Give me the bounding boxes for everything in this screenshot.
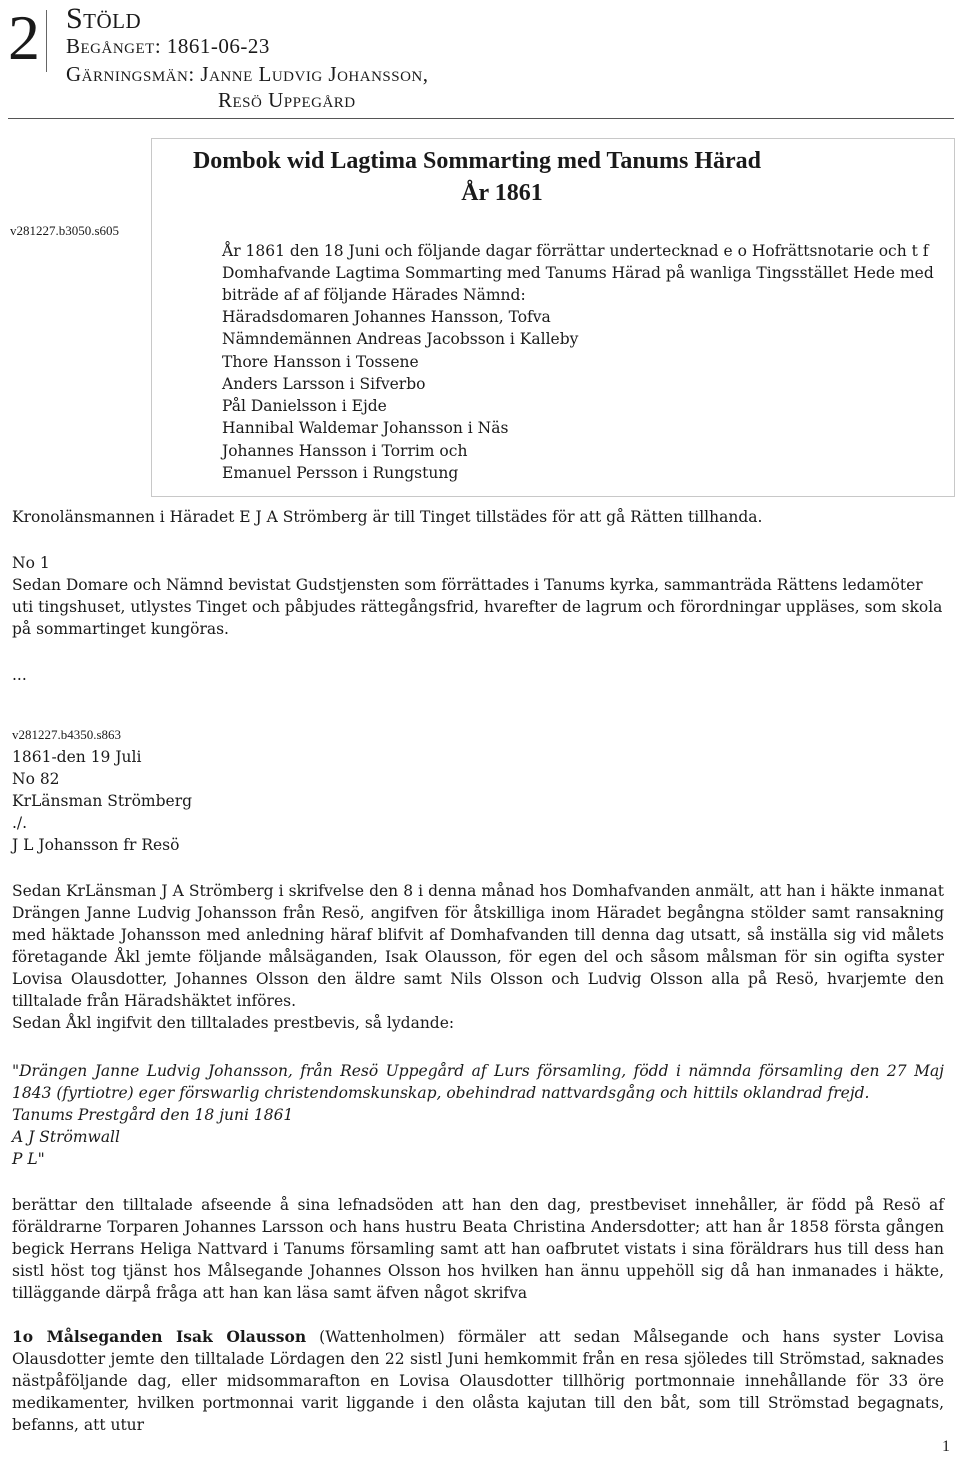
kronolansman-paragraph xyxy=(12,506,944,528)
jury-list xyxy=(222,306,578,484)
jury-member: Anders Larsson i Sifverbo xyxy=(222,374,426,393)
case-reference: v281227.b4350.s863 xyxy=(12,727,122,742)
perpetrators-line: Gärningsmän: Janne Ludvig Johansson, xyxy=(66,62,429,86)
report-paragraph xyxy=(12,880,944,1034)
quote-signature: A J Strömwall xyxy=(12,1128,120,1146)
case-versus: ./. xyxy=(12,814,28,832)
chapter-divider xyxy=(46,10,47,72)
biography-text: berättar den tilltalade afseende å sina lefnadsöden att han den dag, prestbeviset innehåller, är född på Resö af föräldrarne Torparen Johannes Larsson och hans hustru Beata Christina Andersdotter; att han år 1858 första gången begick Herrans Heliga Nattvard i Tanums församling samt att han oafbrutet vistats i sina föräldrars hus till dess han sistl höst tog tjänst hos Målsegande Johannes Olsson hos hvilken han ännu uppehöll sig då han inmanades i häkte, tilläggande därpå fråga att han kan läsa samt äfven något skrifva xyxy=(12,1196,944,1302)
jury-member: Nämndemännen Andreas Jacobsson i Kalleby xyxy=(222,330,579,349)
case-heading xyxy=(12,724,944,856)
perpetrators-location: Resö Uppegård xyxy=(218,88,356,112)
dombok-intro xyxy=(222,240,952,306)
jury-member: Emanuel Persson i Rungstung xyxy=(222,464,459,483)
chapter-number: 2 xyxy=(8,2,40,73)
margin-reference: v281227.b3050.s605 xyxy=(10,223,120,238)
no1-section xyxy=(12,552,944,640)
testimony-text xyxy=(12,1326,944,1436)
header-rule xyxy=(8,118,954,119)
ellipsis xyxy=(12,664,944,686)
dombok-title: Dombok wid Lagtima Sommarting med Tanums Härad xyxy=(192,148,762,174)
chapter-title: Stöld xyxy=(66,2,142,35)
jury-member: Häradsdomaren Johannes Hansson, Tofva xyxy=(222,308,551,326)
dombok-year: År 1861 xyxy=(461,180,543,206)
committed-date: Begånget: 1861-06-23 xyxy=(66,34,270,58)
jury-member: Thore Hansson i Tossene xyxy=(222,352,419,371)
biography-paragraph xyxy=(12,1194,944,1304)
quote-text: "Drängen Janne Ludvig Johansson, från Resö Uppegård af Lurs församling, född i nämnda församling den 27 Maj 1843 (fyrtiotre) eger förswarlig christendomskunskap, obehindrad nattvardsgång och hittils oklandrad frejd. xyxy=(12,1062,944,1102)
jury-member: Pål Danielsson i Ejde xyxy=(222,397,387,416)
prestbevis-quote xyxy=(12,1060,944,1170)
case-number: No 82 xyxy=(12,770,60,788)
report-text: Sedan KrLänsman J A Strömberg i skrifvelse den 8 i denna månad hos Domhafvanden anmält, att han i häkte inmanat Drängen Janne Ludvig Johansson från Resö, angifven för åtskilliga inom Häradet begångna stölder samt ransakning med häktade Johansson med anledning häraf blifvit af Domhafvanden till denna dag utsatt, så inställa sig vid målets företagande Åkl jemte följande målsäganden, Isak Olausson, för egen del och såsom målsman för sin ogifta syster Lovisa Olausdotter, Johannes Olsson den äldre samt Nils Olsson och Ludvig Olsson alla på Resö, hvarjemte den tilltalade från Häradshäktet införes. xyxy=(12,882,944,1010)
no1-text: Sedan Domare och Nämnd bevistat Gudstjensten som förrättades i Tanums kyrka, sammanträda Rättens ledamöter uti tingshuset, utlystes Tinget och påbjudes rättegångsfrid, hvarefter de lagrum och förordningar uppläses, som skola på sommartinget kungöras. xyxy=(12,576,943,638)
testimony-body: (Wattenholmen) förmäler att sedan Målsegande och hans syster Lovisa Olausdotter jemte den tilltalade Lördagen den 22 sistl Juni hemkommit från en resa sjöledes till Strömstad, saknades nästpåföljande dag, eller midsommarafton en Lovisa Olausdotter tillhörig portmonnaie innehållande för 33 öre medikamenter, hvilken portmonnai varit liggande i den olåsta kajutan till den båt, som till Strömstad begagnats, befanns, att utur xyxy=(12,1328,944,1434)
testimony-paragraph xyxy=(12,1326,944,1436)
case-date: 1861-den 19 Juli xyxy=(12,748,142,766)
prestbevis-intro: Sedan Åkl ingifvit den tilltalades prestbevis, så lydande: xyxy=(12,1014,455,1032)
quote-initials: P L" xyxy=(12,1150,45,1168)
jury-member: Hannibal Waldemar Johansson i Näs xyxy=(222,419,509,438)
case-plaintiff: KrLänsman Strömberg xyxy=(12,792,193,810)
testimony-lead: 1o Målseganden Isak Olausson xyxy=(12,1327,307,1346)
kronolansman-text: Kronolänsmannen i Häradet E J A Strömberg är till Tinget tillstädes för att gå Rätten tillhanda. xyxy=(12,508,763,526)
case-defendant: J L Johansson fr Resö xyxy=(12,836,180,854)
ellipsis-text: ... xyxy=(12,666,27,684)
quote-place-date: Tanums Prestgård den 18 juni 1861 xyxy=(12,1106,294,1124)
no1-label: No 1 xyxy=(12,554,50,572)
intro-text: År 1861 den 18 Juni och följande dagar förrättar undertecknad e o Hofrättsnotarie och t f Domhafvande Lagtima Sommarting med Tanums Härad på wanliga Tingsstället Hede med biträde af af följande Härades Nämnd: xyxy=(222,242,934,304)
jury-member: Johannes Hansson i Torrim och xyxy=(222,441,468,460)
page-number: 1 xyxy=(942,1438,950,1455)
